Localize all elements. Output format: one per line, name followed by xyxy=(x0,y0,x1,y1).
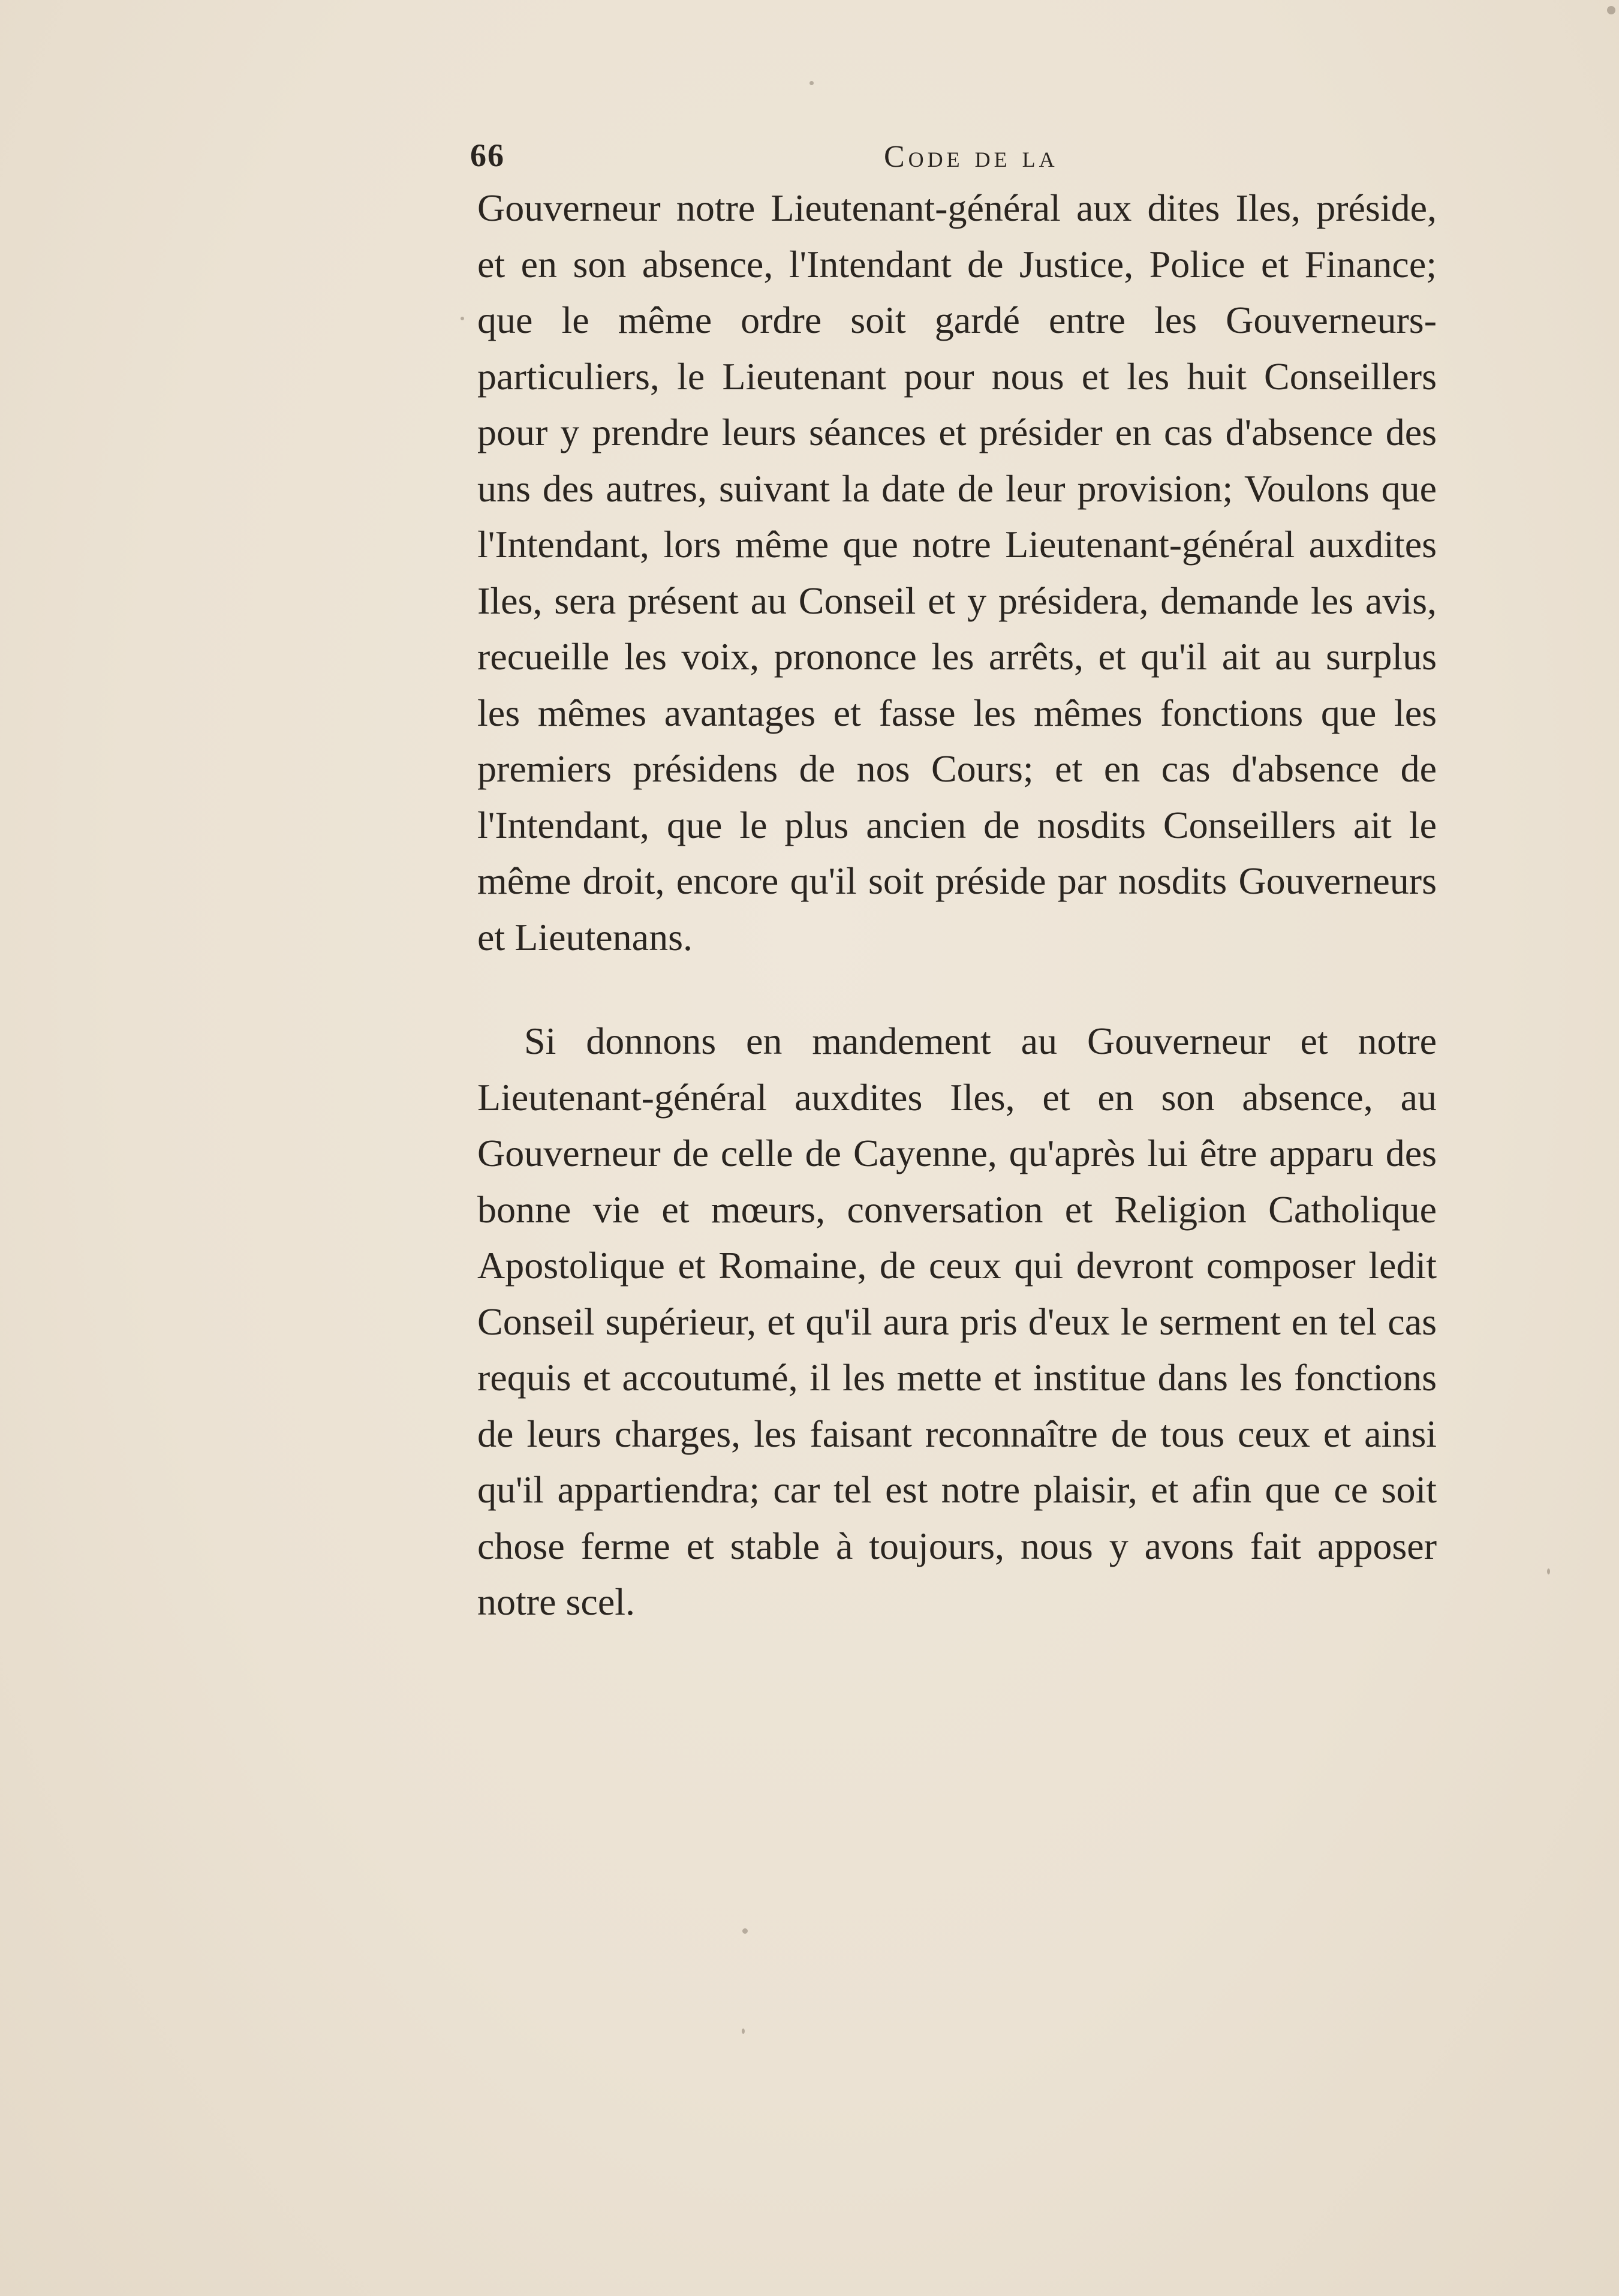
page-number: 66 xyxy=(470,137,505,173)
paragraph-2: Si donnons en mandement au Gouverneur et notre Lieutenant-général auxdites Iles, et en son absence, au Gouverneur de celle de Cayenne, qu'après lui être apparu des bonne vie et mœurs, conversation et Religion Catholique Apostolique et Romaine, de ceux qui devront composer ledit Conseil supérieur, et qu'il aura pris d'eux le serment en tel cas requis et accoutumé, il les mette et institue dans les fonctions de leurs charges, les faisant reconnaître de tous ceux et ainsi qu'il appartiendra; car tel est notre plaisir, et afin que ce soit chose ferme et stable à toujours, nous y avons fait apposer notre scel. xyxy=(477,1020,1437,1623)
body-text xyxy=(477,180,1437,1630)
page-header xyxy=(470,137,1442,179)
paper-speck xyxy=(1547,1568,1550,1574)
paper-speck xyxy=(742,2028,745,2034)
paper-speck xyxy=(461,317,464,320)
paragraph-1: Gouverneur notre Lieutenant-général aux dites Iles, préside, et en son absence, l'Intendant de Justice, Police et Finance; que le même ordre soit gardé entre les Gouverneurs-particuliers, le Lieutenant pour nous et les huit Conseillers pour y prendre leurs séances et présider en cas d'absence des uns des autres, suivant la date de leur provision; Voulons que l'Intendant, lors même que notre Lieutenant-général auxdites Iles, sera présent au Conseil et y présidera, demande les avis, recueille les voix, prononce les arrêts, et qu'il ait au surplus les mêmes avantages et fasse les mêmes fonctions que les premiers présidens de nos Cours; et en cas d'absence de l'Intendant, que le plus ancien de nosdits Conseillers ait le même droit, encore qu'il soit préside par nosdits Gouverneurs et Lieutenans. xyxy=(477,187,1437,958)
paper-speck xyxy=(742,1928,748,1934)
paper-speck xyxy=(810,81,814,85)
paper-speck xyxy=(1607,6,1615,14)
running-head: Code de la xyxy=(884,140,1058,174)
